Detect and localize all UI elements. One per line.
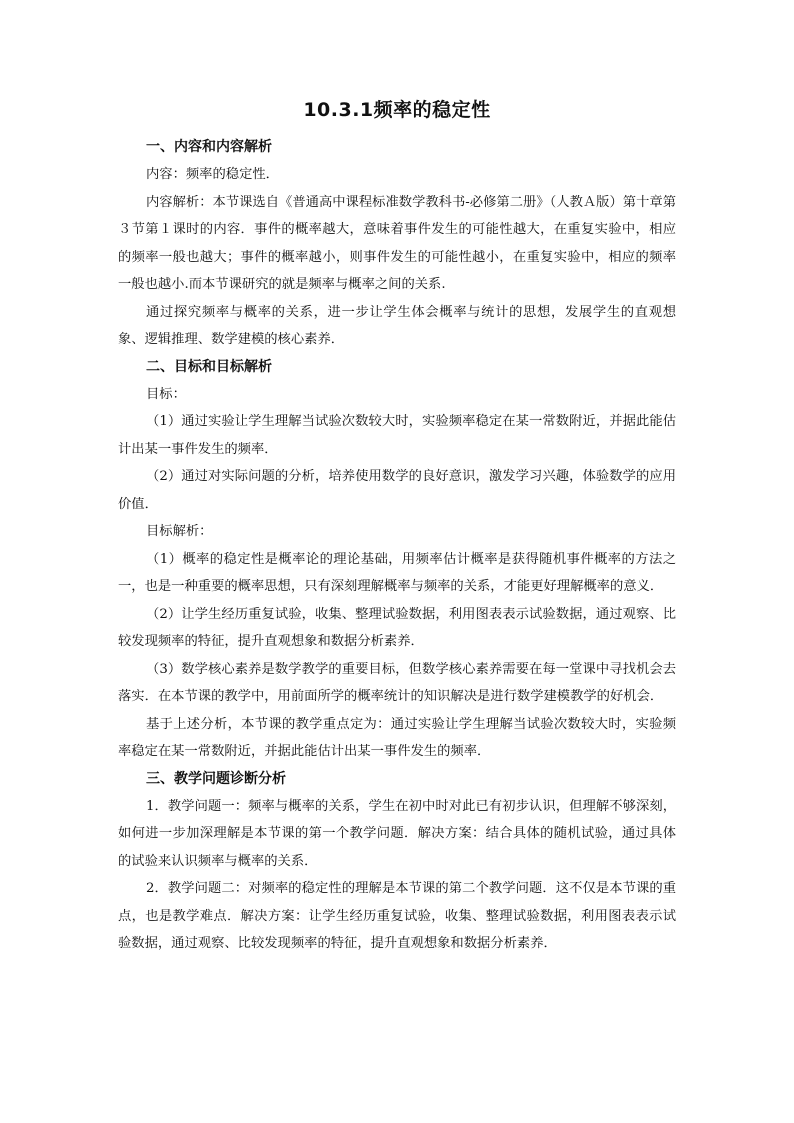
paragraph: （2）让学生经历重复试验，收集、整理试验数据，利用图表表示试验数据，通过观察、比较发现频率的特征，提升直观想象和数据分析素养． bbox=[118, 606, 676, 649]
paragraph: 目标： bbox=[146, 386, 186, 402]
paragraph: 通过探究频率与概率的关系，进一步让学生体会概率与统计的思想，发展学生的直观想象、逻辑推理、数学建模的核心素养． bbox=[118, 304, 676, 347]
paragraph: 2．教学问题二：对频率的稳定性的理解是本节课的第二个教学问题．这不仅是本节课的重点，也是教学难点．解决方案：让学生经历重复试验，收集、整理试验数据，利用图表表示试验数据，通过观察、比较发现频率的特征，提升直观想象和数据分析素养． bbox=[118, 881, 676, 951]
paragraph: 目标解析： bbox=[146, 524, 213, 539]
paragraph: 内容：频率的稳定性． bbox=[146, 167, 279, 182]
section-problem-diagnosis bbox=[118, 766, 676, 958]
document-page bbox=[118, 96, 676, 958]
paragraph: 基于上述分析，本节课的教学重点定为：通过实验让学生理解当试验次数较大时，实验频率稳定在某一常数附近，并据此能估计出某一事件发生的频率． bbox=[118, 716, 676, 759]
paragraph: 1．教学问题一：频率与概率的关系，学生在初中时对此已有初步认识，但理解不够深刻，如何进一步加深理解是本节课的第一个教学问题．解决方案：结合具体的随机试验，通过具体的试验来认识频率与概率的关系． bbox=[118, 798, 676, 869]
document-title: 10.3.1频率的稳定性 bbox=[303, 99, 491, 121]
section-heading: 一、内容和内容解析 bbox=[146, 139, 272, 155]
section-heading: 三、教学问题诊断分析 bbox=[146, 770, 286, 787]
paragraph: （3）数学核心素养是数学教学的重要目标，但数学核心素养需要在每一堂课中寻找机会去落实．在本节课的教学中，用前面所学的概率统计的知识解决是进行数学建模教学的好机会． bbox=[118, 661, 676, 704]
paragraph: （1）通过实验让学生理解当试验次数较大时，实验频率稳定在某一常数附近，并据此能估计出某一事件发生的频率． bbox=[118, 414, 676, 457]
section-goals-analysis bbox=[118, 354, 676, 766]
paragraph: （2）通过对实际问题的分析，培养使用数学的良好意识，激发学习兴趣，体验数学的应用价值． bbox=[118, 469, 676, 512]
section-heading: 二、目标和目标解析 bbox=[146, 358, 272, 375]
paragraph: （1）概率的稳定性是概率论的理论基础，用频率估计概率是获得随机事件概率的方法之一，也是一种重要的概率思想，只有深刻理解概率与频率的关系，才能更好理解概率的意义． bbox=[118, 551, 676, 594]
section-content-analysis bbox=[118, 134, 676, 354]
paragraph: 内容解析：本节课选自《普通高中课程标准数学教科书-必修第二册》（人教Ａ版）第十章第３节第１课时的内容．事件的概率越大，意味着事件发生的可能性越大，在重复实验中，相应的频率一般也越大；事件的概率越小，则事件发生的可能性越小，在重复实验中，相应的频率一般也越小.而本节课研究的就是频率与概率之间的关系. bbox=[118, 194, 676, 292]
